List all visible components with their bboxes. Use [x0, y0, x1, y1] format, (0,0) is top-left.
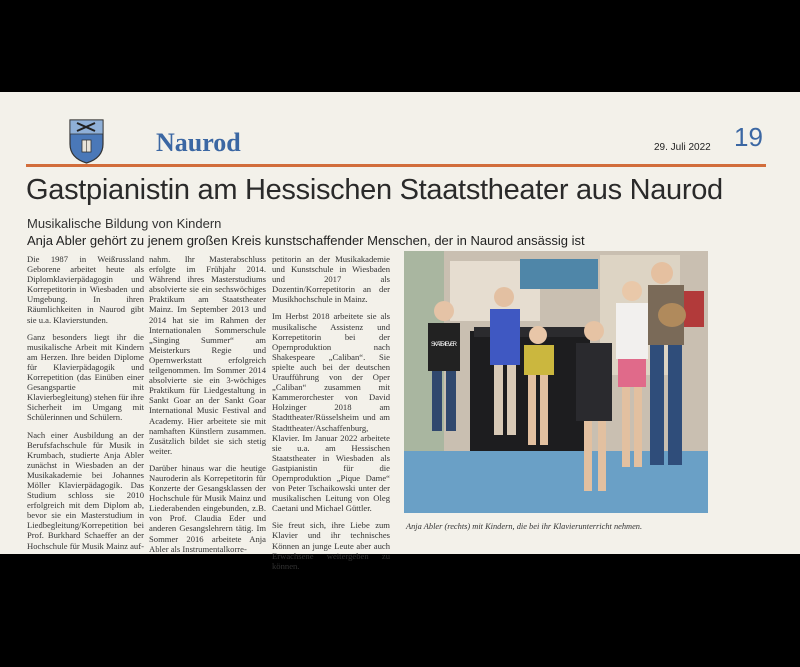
newspaper-page [0, 92, 800, 571]
photo-caption: Anja Abler (rechts) mit Kindern, die bei ihr Klavierunterricht nehmen. [406, 522, 643, 531]
paragraph: Im Herbst 2018 arbeitete sie als musikalische Assistenz und Korrepetitorin bei der Opernproduktion nach Shakespeare „Caliban“. Sie spielte auch bei der deutschen Uraufführung von der Oper „Caliban“ zusammen mit Kammerorchester von David Holzinger 2018 am Stadttheater/Rüsselsheim und am Stadttheater/Aschaffenburg, Klavier. Im Januar 2022 arbeitete sie u.a. am Hessischen Staatstheater in Wiesbaden als Gastpianistin für die Opernproduktion „Pique Dame“ von Peter Tschaikowski unter der musikalischen Leitung von Oleg Caetani und Michael Güttler. [272, 311, 390, 514]
paragraph: nahm. Ihr Masterabschluss erfolgte im Frühjahr 2014. Während ihres Masterstudiums absolvierte sie ein sechswöchiges Praktikum am Staatstheater Mainz. Im September 2013 und 2014 hat sie im Rahmen der Internationalen Sommerschule „Singing Summer“ am Meisterkurs Regie und Opernwerkstatt erfolgreich teilgenommen. Im Sommer 2014 absolvierte sie ein 3-wöchiges Praktikum für Liedgestaltung in Sankt Goar an der Sankt Goar International Music Festival and Academy. Hier arbeitete sie mit namhaften Künstlern zusammen. Zusätzlich bildet sie sich stetig weiter. [149, 254, 266, 456]
article-headline: Gastpianistin am Hessischen Staatstheater aus Naurod [26, 174, 723, 206]
section-title: Naurod [156, 128, 241, 157]
page-number: 19 [734, 122, 763, 152]
article-column-1 [27, 254, 144, 558]
article-teaser: Anja Abler gehört zu jenem großen Kreis kunstschaffender Menschen, der in Naurod ansässig ist [27, 233, 585, 248]
shirt-print: SKATE 4EVER [431, 342, 457, 348]
coat-of-arms-icon [68, 118, 105, 165]
article-subheadline: Musikalische Bildung von Kindern [27, 216, 222, 231]
paragraph: Ganz besonders liegt ihr die musikalische Arbeit mit Kindern am Herzen. Ihre beiden Diplome für Klavierpädagogik und Korrepetition (das Einüben einer Gesangspartie mit Klavierbegleitung) stehen für ihre Sicherheit im Umgang mit Schülerinnen und Schülern. [27, 331, 144, 423]
article-photo [404, 251, 708, 513]
paragraph: Sie freut sich, ihre Liebe zum Klavier und ihr technisches Können an junge Leute aber auch Erwachsene weitergeben zu können. [272, 520, 390, 571]
paragraph: Darüber hinaus war die heutige Nauroderin als Korrepetitorin für Konzerte der Gesangsklassen der Hochschule für Musik Mainz und Liederabenden eingebunden, z.B. von Prof. Claudia Eder und anderen Gesangslehrern tätig. Im Sommer 2016 arbeitete Anja Abler als Instrumentalkorre- [149, 462, 266, 554]
article-column-3 [272, 254, 390, 578]
paragraph: petitorin an der Musikakademie und Kunstschule in Wiesbaden und 2017 als Dozentin/Korrepetitorin an der Musikhochschule in Mainz. [272, 254, 390, 305]
article-column-2 [149, 254, 266, 561]
paragraph: Die 1987 in Weißrussland Geborene arbeitet heute als Diplomklavierpädagogin und Korrepetitorin in Wiesbaden und Umgebung. In ihren Räumlichkeiten in Naurod gibt sie u.a. Klavierstunden. [27, 254, 144, 325]
issue-date: 29. Juli 2022 [654, 142, 711, 153]
header-rule [26, 164, 766, 167]
paragraph: Nach einer Ausbildung an der Berufsfachschule für Musik in Krumbach, studierte Anja Abler zunächst in Wiesbaden an der Musikakademie bei Johannes Möller Klavierpädagogik. Das Studium schloss sie 2010 erfolgreich mit dem Diplom ab, bevor sie ein Masterstudium in Liedbegleitung/Korrepetition bei Prof. Burkhard Schaeffer an der Hochschule für Musik Mainz auf- [27, 429, 144, 551]
